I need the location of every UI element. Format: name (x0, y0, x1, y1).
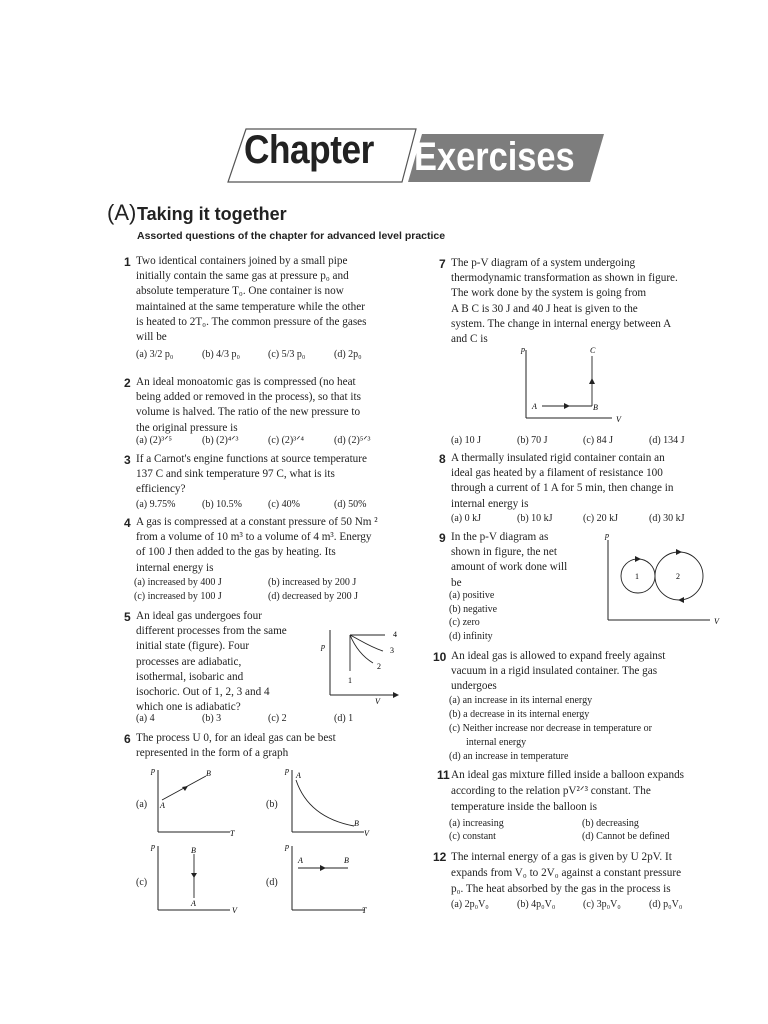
curve-label-3: 3 (390, 646, 394, 655)
line: initially contain the same gas at pressure p₀ and (136, 270, 349, 283)
x-axis-label: T (230, 829, 235, 838)
option-a[interactable]: (a) 2p₀V₀ (451, 899, 489, 910)
line: p₀. The heat absorbed by the gas in the process is (451, 883, 671, 895)
option-a[interactable]: (a) 0 kJ (451, 513, 481, 524)
line: A gas is compressed at a constant pressure of 50 Nm ² (136, 516, 378, 528)
option-a[interactable]: (a) 9.75% (136, 499, 176, 510)
question-11-options (449, 817, 729, 845)
question-10-text (451, 649, 726, 695)
point-label: B (344, 856, 349, 865)
section-title: Taking it together (137, 204, 287, 224)
line: through a current of 1 A for 5 min, then change in (451, 482, 674, 495)
question-3-options (136, 498, 416, 512)
line: efficiency? (136, 483, 186, 496)
option-a[interactable]: (a) an increase in its internal energy (449, 695, 593, 706)
line: being added or removed in the process), so that its (136, 391, 361, 404)
option-d[interactable]: (d) Cannot be defined (582, 831, 670, 842)
line: initial state (figure). Four (136, 640, 250, 653)
question-number: 3 (124, 453, 131, 467)
option-a[interactable]: (a) increased by 400 J (134, 577, 222, 588)
line: A thermally insulated rigid container contain an (451, 452, 665, 464)
line: the original pressure is (136, 421, 238, 434)
option-c[interactable]: (c) 20 kJ (583, 513, 618, 524)
option-d[interactable]: (d) p₀V₀ (649, 899, 683, 910)
option-b[interactable]: (b) 4/3 p₀ (202, 349, 240, 360)
graph-option-a[interactable]: (a) (136, 799, 148, 810)
point-label: A (160, 801, 165, 810)
point-label: A (532, 402, 537, 411)
option-a[interactable]: (a) (2)³ᐟ⁵ (136, 435, 172, 446)
option-c[interactable]: (c) increased by 100 J (134, 591, 222, 602)
x-axis-label: V (232, 906, 237, 915)
question-1-text (136, 254, 416, 345)
option-c[interactable]: (c) 84 J (583, 435, 613, 446)
curve-label-4: 4 (393, 630, 397, 639)
x-axis-label: T (362, 906, 367, 915)
line: The work done by the system is going from (451, 287, 647, 300)
option-d[interactable]: (d) 2p₀ (334, 349, 362, 360)
line: isochoric. Out of 1, 2, 3 and 4 (136, 686, 270, 699)
question-11-text (451, 767, 731, 815)
y-axis-label: p (151, 842, 155, 851)
point-label: A (191, 899, 196, 908)
question-number: 4 (124, 516, 131, 530)
question-9-text (451, 530, 601, 591)
option-c[interactable]: (c) Neither increase nor decrease in temperature or (449, 723, 652, 734)
question-number: 2 (124, 376, 131, 390)
point-label: A (296, 771, 301, 780)
question-7-text (451, 256, 721, 347)
chapter-label: Chapter (244, 128, 374, 172)
exercises-label: Exercises (414, 135, 575, 179)
line: vacuum in a rigid insulated container. The gas (451, 665, 658, 678)
question-number: 8 (439, 452, 446, 466)
question-6-text (136, 731, 421, 761)
option-d[interactable]: (d) 50% (334, 499, 367, 510)
point-label: B (191, 846, 196, 855)
option-d[interactable]: (d) (2)⁵ᐟ³ (334, 435, 371, 446)
point-label: C (590, 346, 596, 355)
curve-label-2: 2 (377, 662, 381, 671)
question-number: 12 (433, 850, 447, 864)
point-label: B (593, 403, 598, 412)
y-axis-label: p (285, 766, 289, 775)
line: The process U 0, for an ideal gas can be best (136, 732, 336, 744)
line: An ideal gas undergoes four (136, 610, 262, 622)
question-2-options (136, 434, 416, 448)
option-b[interactable]: (b) negative (449, 603, 498, 615)
option-b[interactable]: (b) decreasing (582, 818, 639, 829)
loop-label: 1 (635, 572, 639, 581)
option-b[interactable]: (b) (2)⁴ᐟ³ (202, 435, 239, 446)
question-number: 11 (437, 768, 450, 782)
line: isothermal, isobaric and (136, 670, 244, 683)
x-axis-label: V (714, 617, 719, 626)
option-c[interactable]: (c) 3p₀V₀ (583, 899, 621, 910)
line: The p-V diagram of a system undergoing (451, 257, 636, 269)
option-b[interactable]: (b) 10 kJ (517, 513, 553, 524)
line: be (451, 576, 462, 589)
line: expands from V₀ to 2V₀ against a constant pressure (451, 867, 682, 879)
line: will be (136, 331, 167, 344)
question-9-figure (598, 528, 728, 628)
option-c[interactable]: (c) 5/3 p₀ (268, 349, 306, 360)
question-number: 5 (124, 610, 131, 624)
curve-2 (350, 635, 373, 663)
section-letter: (A) (107, 200, 137, 225)
curve-3 (350, 635, 383, 651)
line: An ideal monoatomic gas is compressed (no heat (136, 376, 356, 388)
option-d[interactable]: (d) infinity (449, 630, 493, 642)
graph-d (282, 840, 382, 916)
line: ideal gas heated by a filament of resistance 100 (451, 467, 663, 480)
point-label: A (298, 856, 303, 865)
option-c-cont: internal energy (466, 737, 527, 748)
x-axis-label: V (616, 415, 621, 424)
line: The internal energy of a gas is given by U 2pV. It (451, 851, 672, 863)
section-subtitle: Assorted questions of the chapter for advanced level practice (137, 230, 446, 242)
line: absolute temperature T₀. One container is now (136, 285, 344, 298)
line: An ideal gas mixture filled inside a balloon expands (451, 769, 685, 781)
loop-label: 2 (676, 572, 680, 581)
line: of 100 J then added to the gas by heating. Its (136, 546, 336, 559)
question-7-figure (512, 340, 632, 428)
line: Two identical containers joined by a small pipe (136, 255, 348, 267)
option-a[interactable]: (a) increasing (449, 818, 504, 829)
y-axis-label: p (285, 842, 289, 851)
option-c[interactable]: (c) 40% (268, 499, 300, 510)
line: internal energy is (451, 497, 529, 510)
point-label: B (354, 819, 359, 828)
question-4-text (136, 515, 421, 576)
line: volume is halved. The ratio of the new pressure to (136, 406, 361, 419)
point-label: B (206, 769, 211, 778)
question-10-options (449, 694, 729, 764)
line: temperature inside the balloon is (451, 801, 598, 813)
option-d[interactable]: (d) an increase in temperature (449, 751, 569, 762)
question-2-text (136, 375, 416, 436)
option-c[interactable]: (c) constant (449, 831, 496, 842)
line: which one is adiabatic? (136, 701, 241, 714)
line: and C is (451, 333, 488, 346)
x-axis-label: V (375, 697, 380, 706)
question-number: 7 (439, 257, 446, 271)
line: shown in figure, the net (451, 546, 557, 559)
question-8-options (451, 512, 721, 526)
line: is heated to 2T₀. The common pressure of the gases (136, 315, 367, 328)
question-3-text (136, 452, 416, 498)
line: from a volume of 10 m³ to a volume of 4 m³. Energy (136, 531, 372, 544)
question-number: 10 (433, 650, 447, 664)
option-b[interactable]: (b) 3 (202, 713, 222, 724)
question-1-options (136, 348, 416, 362)
curve-label-1: 1 (348, 676, 352, 685)
question-8-text (451, 451, 726, 512)
question-5-text (136, 609, 326, 715)
line: An ideal gas is allowed to expand freely against (451, 650, 666, 662)
option-b[interactable]: (b) 10.5% (202, 499, 242, 510)
graph-option-d[interactable]: (d) (266, 877, 278, 888)
graph-c (148, 840, 248, 916)
graph-option-c[interactable]: (c) (136, 877, 148, 888)
line: processes are adiabatic, (136, 655, 242, 668)
line: thermodynamic transformation as shown in figure. (451, 272, 678, 285)
option-c[interactable]: (c) 2 (268, 713, 287, 724)
question-12-options (451, 898, 731, 912)
question-number: 6 (124, 732, 131, 746)
option-d[interactable]: (d) 134 J (649, 435, 685, 446)
line: different processes from the same (136, 625, 287, 638)
line: amount of work done will (451, 561, 568, 574)
line: undergoes (451, 680, 497, 693)
y-axis-label: p (521, 345, 525, 354)
line: maintained at the same temperature while the other (136, 300, 365, 313)
y-axis-label: p (321, 642, 325, 651)
option-c[interactable]: (c) (2)³ᐟ⁴ (268, 435, 304, 446)
question-4-options (134, 576, 414, 604)
option-d[interactable]: (d) decreased by 200 J (268, 591, 358, 602)
option-a[interactable]: (a) 10 J (451, 435, 481, 446)
question-number: 9 (439, 531, 446, 545)
line: If a Carnot's engine functions at source temperature (136, 453, 367, 465)
line: according to the relation pV²ᐟ³ constant. The (451, 785, 651, 797)
line: 137 C and sink temperature 97 C, what is its (136, 468, 335, 481)
option-c[interactable]: (c) zero (449, 617, 480, 628)
option-a[interactable]: (a) positive (449, 590, 495, 601)
line: system. The change in internal energy between A (451, 317, 672, 330)
question-12-text (451, 849, 736, 897)
option-a[interactable]: (a) 3/2 p₀ (136, 349, 174, 360)
line: In the p-V diagram as (451, 531, 549, 543)
question-number: 1 (124, 255, 131, 269)
option-b[interactable]: (b) a decrease in its internal energy (449, 709, 590, 720)
y-axis-label: p (151, 766, 155, 775)
option-b[interactable]: (b) 70 J (517, 435, 548, 446)
option-a[interactable]: (a) 4 (136, 713, 155, 724)
option-b[interactable]: (b) increased by 200 J (268, 577, 357, 588)
line: represented in the form of a graph (136, 747, 289, 760)
y-axis-label: p (605, 531, 609, 540)
line: A B C is 30 J and 40 J heat is given to the (451, 302, 638, 315)
graph-option-b[interactable]: (b) (266, 799, 278, 810)
graph-b (282, 764, 382, 840)
graph-a (148, 764, 248, 840)
option-d[interactable]: (d) 1 (334, 713, 354, 724)
question-7-options (451, 434, 721, 448)
x-axis-label: V (364, 829, 369, 838)
option-b[interactable]: (b) 4p₀V₀ (517, 899, 556, 910)
question-9-options (449, 589, 599, 643)
question-5-figure (315, 625, 415, 710)
option-d[interactable]: (d) 30 kJ (649, 513, 685, 524)
line: internal energy is (136, 561, 214, 574)
question-5-options (136, 712, 416, 726)
